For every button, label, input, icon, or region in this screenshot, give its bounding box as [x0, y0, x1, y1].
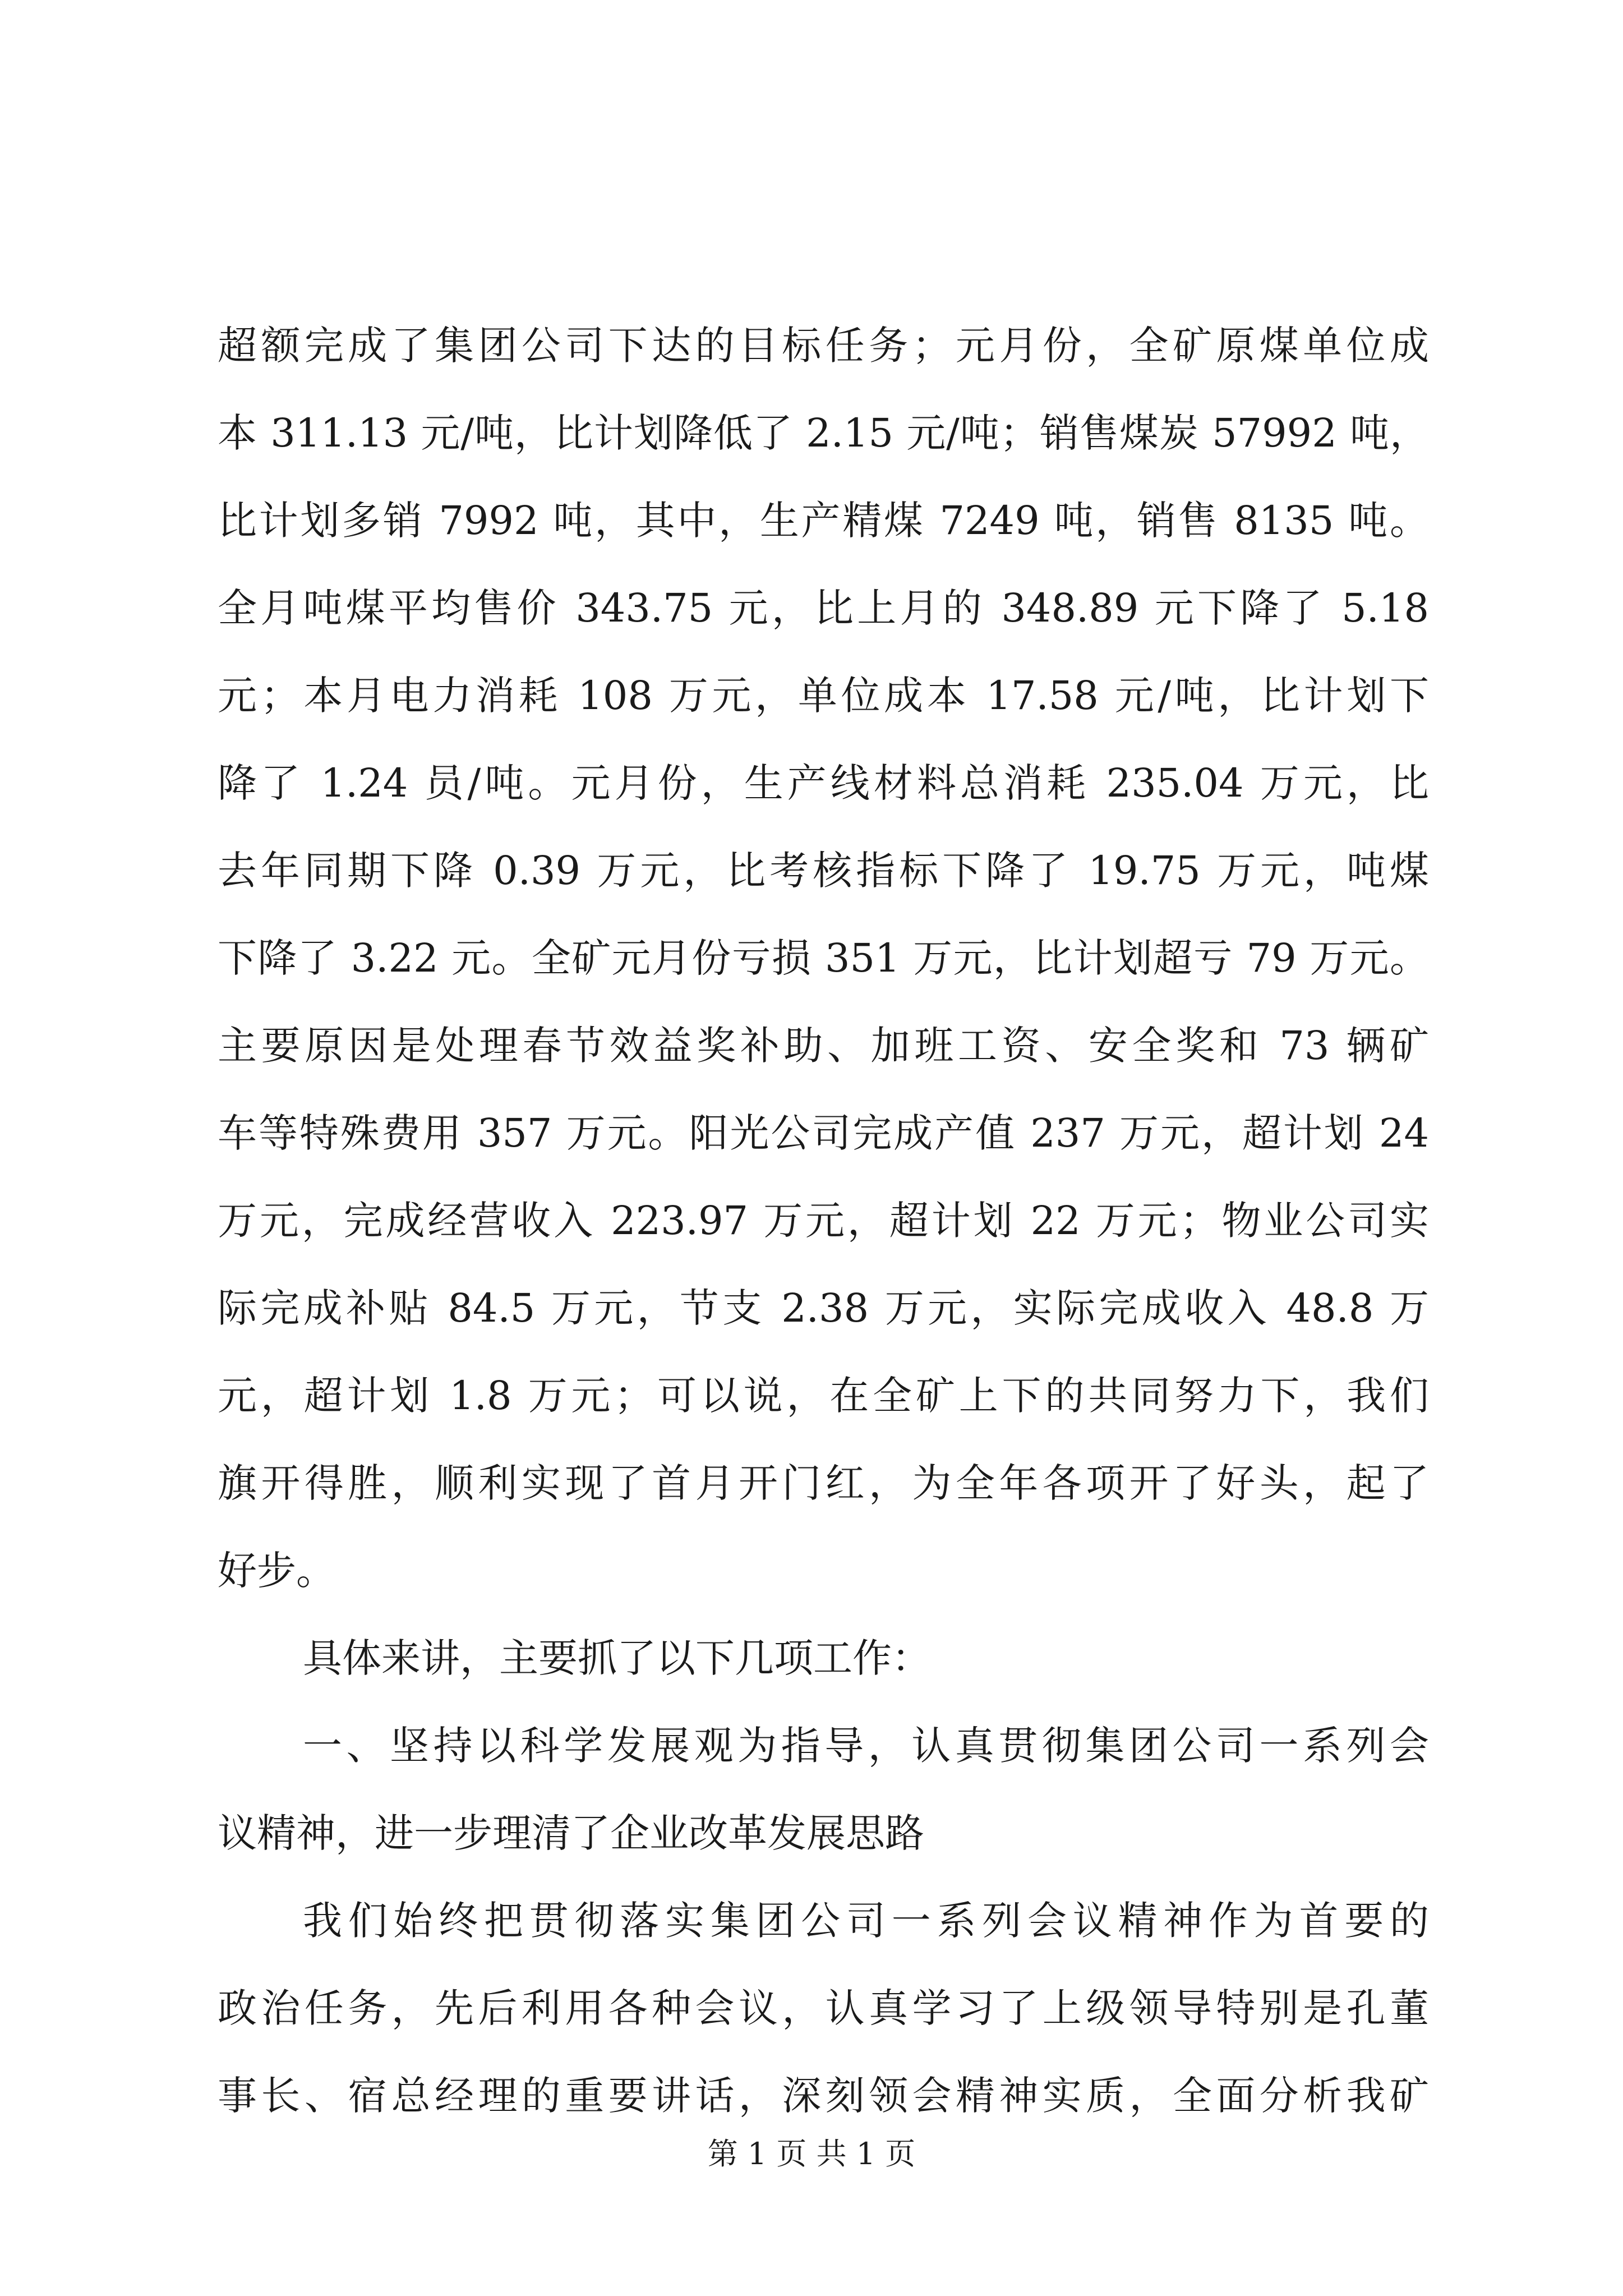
- text-line: 好步。: [218, 1548, 335, 1594]
- text-line: 全月吨煤平均售价 343.75 元，比上月的 348.89 元下降了 5.18: [218, 585, 1429, 631]
- text-line: 政治任务，先后利用各种会议，认真学习了上级领导特别是孔董: [218, 1985, 1429, 2031]
- text-line: 具体来讲，主要抓了以下几项工作：: [303, 1635, 931, 1681]
- text-line: 下降了 3.22 元。全矿元月份亏损 351 万元，比计划超亏 79 万元。: [218, 935, 1429, 981]
- text-line: 主要原因是处理春节效益奖补助、加班工资、安全奖和 73 辆矿: [218, 1023, 1429, 1069]
- text-line: 比计划多销 7992 吨，其中，生产精煤 7249 吨，销售 8135 吨。: [218, 498, 1429, 544]
- text-line: 去年同期下降 0.39 万元，比考核指标下降了 19.75 万元，吨煤: [218, 848, 1429, 894]
- text-line: 我们始终把贯彻落实集团公司一系列会议精神作为首要的: [303, 1898, 1429, 1944]
- text-line: 元，超计划 1.8 万元；可以说，在全矿上下的共同努力下，我们: [218, 1373, 1429, 1419]
- document-body: [218, 302, 1429, 2139]
- text-line: 元；本月电力消耗 108 万元，单位成本 17.58 元/吨，比计划下: [218, 673, 1429, 719]
- text-line: 万元，完成经营收入 223.97 万元，超计划 22 万元；物业公司实: [218, 1198, 1429, 1244]
- text-line: 车等特殊费用 357 万元。阳光公司完成产值 237 万元，超计划 24: [218, 1110, 1429, 1156]
- text-line: 降了 1.24 员/吨。元月份，生产线材料总消耗 235.04 万元，比: [218, 760, 1429, 806]
- text-line: 事长、宿总经理的重要讲话，深刻领会精神实质，全面分析我矿: [218, 2073, 1429, 2119]
- text-line: 超额完成了集团公司下达的目标任务；元月份，全矿原煤单位成: [218, 323, 1429, 369]
- page-number-footer: 第 1 页 共 1 页: [707, 2136, 916, 2171]
- section-heading-line: 一、坚持以科学发展观为指导，认真贯彻集团公司一系列会: [303, 1723, 1429, 1769]
- section-heading-line: 议精神，进一步理清了企业改革发展思路: [218, 1810, 924, 1856]
- text-line: 际完成补贴 84.5 万元，节支 2.38 万元，实际完成收入 48.8 万: [218, 1285, 1429, 1331]
- text-line: 本 311.13 元/吨，比计划降低了 2.15 元/吨；销售煤炭 57992 吨，: [218, 410, 1429, 456]
- text-line: 旗开得胜，顺利实现了首月开门红，为全年各项开了好头，起了: [218, 1460, 1429, 1506]
